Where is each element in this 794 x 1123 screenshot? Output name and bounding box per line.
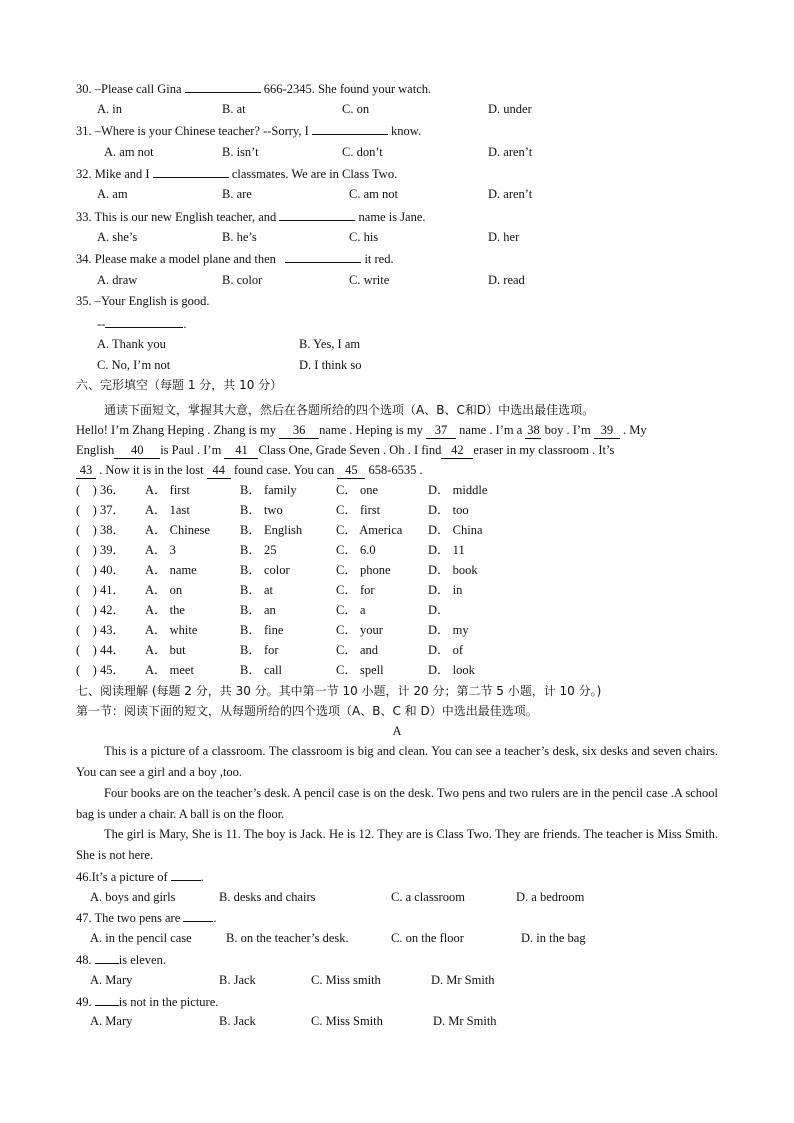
answer-blank [153,165,229,178]
question-number: 41 [99,583,113,597]
cloze-text: name . I’m a [456,423,526,437]
option-d: D. I think so [299,358,362,372]
option-c: C. No, I’m not [97,358,171,372]
cloze-text: . My [619,423,647,437]
answer-blank [285,250,361,263]
option-a: A. am not [104,145,154,159]
blank-43: 43 [76,462,96,479]
question-number: 37 [99,503,113,517]
answer-blank [183,909,213,922]
option-b: B. desks and chairs [219,890,316,904]
question-30-stem [76,80,431,97]
answer-bracket: ( ) 45． [76,663,125,677]
option-b: B． color [240,563,290,577]
option-a: A. draw [97,273,138,287]
question-number: 36 [99,483,113,497]
answer-blank [312,122,388,135]
option-c: C. write [349,273,390,287]
option-a: A． 1ast [145,503,190,517]
option-b: B． for [240,643,279,657]
blank-40: 40 [114,442,160,459]
cloze-text: name . Heping is my [319,423,427,437]
option-a: A. Thank you [97,337,166,351]
option-c: C. a classroom [391,890,465,904]
option-c: C． and [336,643,379,657]
option-a: A． meet [145,663,194,677]
option-b: B. Jack [219,1014,256,1028]
passage-label: A [392,724,402,738]
answer-blank [279,208,355,221]
option-b: B. Yes, I am [299,337,361,351]
question-number: 43 [99,623,113,637]
question-number: 39 [99,543,113,557]
stem-text: 33. This is our new English teacher, and [76,210,277,224]
number-dot: ． [112,543,125,557]
option-a: A. in [97,102,122,116]
question-number: 44 [99,643,113,657]
answer-bracket: ( ) 43． [76,623,125,637]
option-b: B． at [240,583,273,597]
blank-44: 44 [207,462,231,479]
option-a: A． but [145,643,186,657]
stem-text: 47. The two pens are [76,911,181,925]
cloze-text: eraser in my classroom . It’s [473,443,615,457]
option-d: D． my [428,623,469,637]
section-7-title: 七、阅读理解 (每题 2 分，共 30 分。其中第一节 10 小题，计 20 分；第二节 5 小题，计 10 分。) [76,684,602,698]
option-d: D. aren’t [488,145,533,159]
option-c: C. am not [349,187,398,201]
blank-38: 38 [527,423,540,437]
stem-text: 34. Please make a model plane and then [76,252,276,266]
option-d: D. read [488,273,525,287]
option-d: D． of [428,643,464,657]
option-d: D. aren’t [488,187,533,201]
number-dot: ． [112,623,125,637]
option-d: D． middle [428,483,488,497]
option-b: B． call [240,663,283,677]
stem-tail: it red. [364,252,394,266]
option-b: B． fine [240,623,284,637]
stem-tail: classmates. We are in Class Two. [231,167,398,181]
option-a: A． first [145,483,190,497]
option-d: D． look [428,663,475,677]
answer-blank [185,80,261,93]
number-dot: ． [112,563,125,577]
cloze-text: is Paul . I’m [160,443,225,457]
answer-bracket: ( ) 39． [76,543,125,557]
answer-bracket: ( ) 41． [76,583,125,597]
option-c: C. Miss Smith [311,1014,383,1028]
option-b: B. on the teacher’s desk. [226,931,349,945]
paragraph-1: This is a picture of a classroom. The classroom is big and clean. You can see a teacher’s desk, six desks and seven chairs. You can see a girl and a boy ,too. [76,744,718,779]
question-number: 40 [99,563,113,577]
question-35-stem: 35. –Your English is good. [76,294,210,308]
number-dot: ． [112,583,125,597]
option-d: D. her [488,230,520,244]
stem-tail: . [213,911,217,925]
question-48-stem [76,951,166,968]
option-b: B. he’s [222,230,257,244]
question-number: 38 [99,523,113,537]
option-d: D． China [428,523,483,537]
cloze-text: . Now it is in the lost [96,463,207,477]
cloze-line-1 [76,422,647,439]
blank-39: 39 [594,422,620,439]
question-34-stem [76,250,394,267]
option-c: C. on [342,102,370,116]
number-dot: ． [112,503,125,517]
option-b: B. are [222,187,252,201]
option-c: C. don’t [342,145,383,159]
blank-41: 41 [224,442,258,459]
number-dot: ． [112,643,125,657]
answer-bracket: ( ) 44． [76,643,125,657]
option-a: A. in the pencil case [90,931,192,945]
stem-text: 48. [76,953,92,967]
stem-text: 49. [76,995,92,1009]
option-a: A． name [145,563,197,577]
option-b: B． family [240,483,297,497]
option-c: C． your [336,623,383,637]
number-dot: ． [112,523,125,537]
option-a: A. Mary [90,973,133,987]
option-c: C． for [336,583,375,597]
answer-bracket: ( ) 42． [76,603,125,617]
option-d: D. in the bag [521,931,586,945]
question-number: 45 [99,663,113,677]
stem-tail: name is Jane. [358,210,426,224]
number-dot: ． [112,483,125,497]
option-d: D． in [428,583,463,597]
option-d: D. Mr Smith [431,973,495,987]
stem-tail: 666-2345. She found your watch. [263,82,432,96]
cloze-text: Class One, Grade Seven . Oh . I find [258,443,442,457]
option-d: D． 11 [428,543,465,557]
stem-text: 31. –Where is your Chinese teacher? --Sorry, I [76,124,309,138]
answer-blank [171,868,201,881]
question-35-reply [97,315,186,332]
option-c: C． a [336,603,366,617]
option-a: A. she’s [97,230,138,244]
option-a: A． Chinese [145,523,210,537]
stem-text: 30. –Please call Gina [76,82,182,96]
option-c: C． 6.0 [336,543,376,557]
section-7-part-1: 第一节：阅读下面的短文，从每题所给的四个选项（A、B、C 和 D）中选出最佳选项。 [76,704,538,718]
option-b: B． 25 [240,543,277,557]
number-dot: ． [112,603,125,617]
cloze-line-3 [76,462,423,479]
question-33-stem [76,208,426,225]
cloze-text: boy . I’m [541,423,594,437]
stem-tail: know. [391,124,422,138]
option-a: A. boys and girls [90,890,176,904]
answer-blank [95,993,119,1006]
paragraph-2: Four books are on the teacher’s desk. A pencil case is on the desk. Two pens and two rulers are in the pencil case .A school bag is under a chair. A ball is on the floor. [76,786,718,821]
option-a: A. am [97,187,128,201]
option-d: D． book [428,563,478,577]
answer-bracket: ( ) 37． [76,503,125,517]
paragraph-3: The girl is Mary, She is 11. The boy is Jack. He is 12. They are is Class Two. They are friends. The teacher is Miss Smith. She is not here. [76,827,718,862]
number-dot: ． [112,663,125,677]
cloze-line-2 [76,442,614,459]
option-a: A． the [145,603,185,617]
option-c: C. Miss smith [311,973,381,987]
option-d: D. under [488,102,532,116]
option-a: A． on [145,583,183,597]
answer-bracket: ( ) 40． [76,563,125,577]
option-c: C． phone [336,563,391,577]
option-d: D． [428,603,450,617]
option-c: C. his [349,230,379,244]
option-b: B. isn’t [222,145,259,159]
question-31-stem [76,122,421,139]
option-c: C． first [336,503,381,517]
stem-text: 32. Mike and I [76,167,150,181]
option-b: B. color [222,273,263,287]
option-c: C． spell [336,663,384,677]
blank-42: 42 [441,442,473,459]
question-47-stem [76,909,217,926]
cloze-text: English [76,443,115,457]
stem-text: 46.It’s a picture of [76,870,168,884]
reply-prefix: -- [97,317,106,331]
stem-tail: . [200,870,204,884]
cloze-text: 658-6535 . [365,463,423,477]
option-d: D. Mr Smith [433,1014,497,1028]
blank-45: 45 [337,462,365,479]
question-32-stem [76,165,397,182]
option-c: C． one [336,483,379,497]
option-c: C. on the floor [391,931,464,945]
section-6-instruction: 通读下面短文，掌握其大意，然后在各题所给的四个选项（A、B、C和D）中选出最佳选项。 [104,403,595,417]
option-b: B. Jack [219,973,256,987]
reply-suffix: . [183,317,187,331]
option-a: A． 3 [145,543,176,557]
option-d: D. a bedroom [516,890,585,904]
answer-bracket: ( ) 38． [76,523,125,537]
section-6-title: 六、完形填空（每题 1 分，共 10 分） [76,378,283,392]
answer-blank [95,951,119,964]
option-b: B． two [240,503,283,517]
option-a: A. Mary [90,1014,133,1028]
question-49-stem [76,993,218,1010]
option-c: C． America [336,523,403,537]
blank-36: 36 [279,422,319,439]
stem-tail: is eleven. [118,953,166,967]
option-a: A． white [145,623,198,637]
cloze-text: found case. You can [230,463,338,477]
cloze-text: Hello! I’m Zhang Heping . Zhang is my [76,423,280,437]
answer-blank [105,315,183,328]
question-number: 42 [99,603,113,617]
option-b: B． an [240,603,276,617]
blank-37: 37 [426,422,456,439]
question-46-stem [76,868,204,885]
option-b: B． English [240,523,303,537]
answer-bracket: ( ) 36． [76,483,125,497]
option-d: D． too [428,503,469,517]
stem-tail: is not in the picture. [118,995,219,1009]
option-b: B. at [222,102,246,116]
